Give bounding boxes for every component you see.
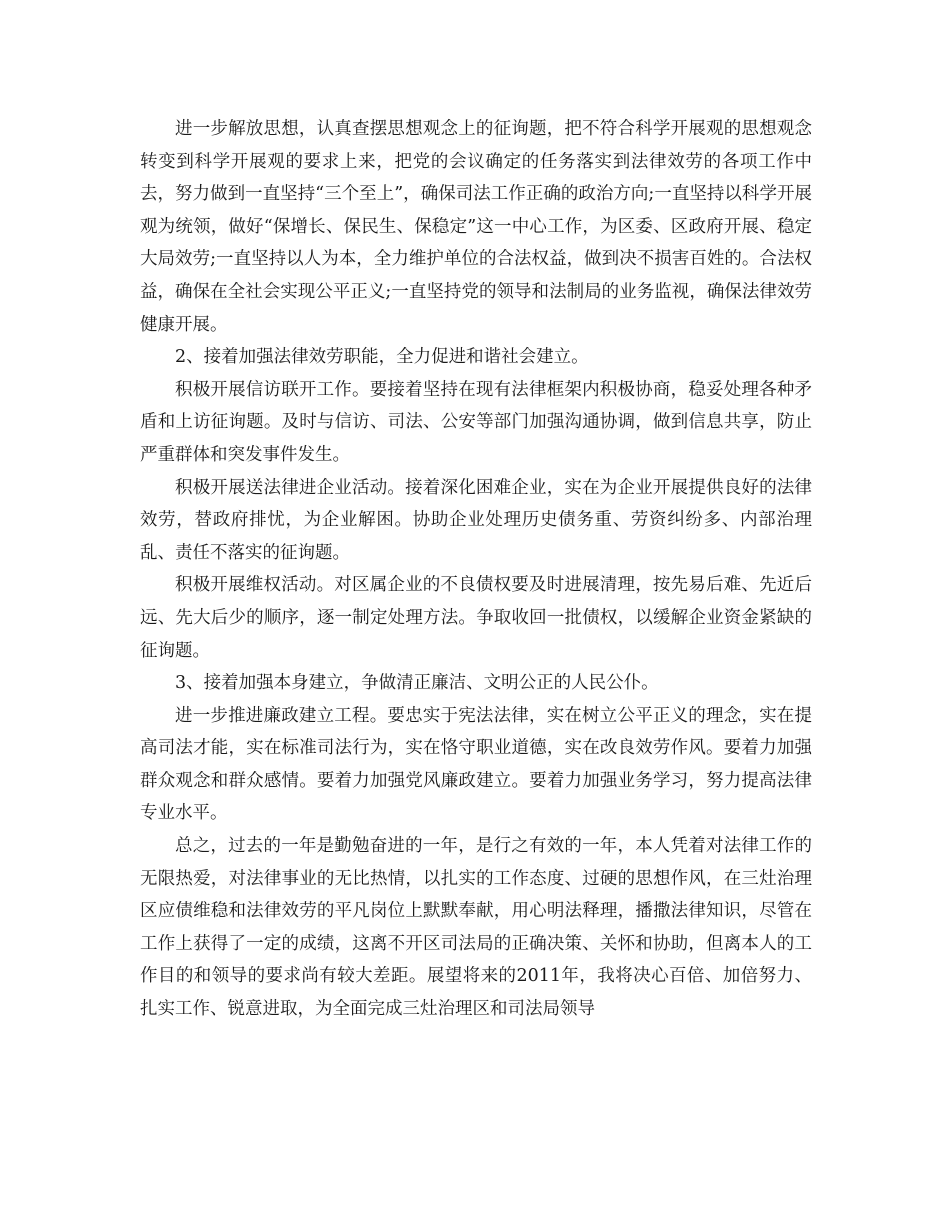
- paragraph-summary: 总之，过去的一年是勤勉奋进的一年，是行之有效的一年，本人凭着对法律工作的无限热爱，对法律事业的无比热情，以扎实的工作态度、过硬的思想作风，在三灶治理区应债维稳和法律效劳的平凡岗位上默默奉献，用心明法释理，播撒法律知识，尽管在工作上获得了一定的成绩，这离不开区司法局的正确决策、关怀和协助，但离本人的工作目的和领导的要求尚有较大差距。展望将来的2011年，我将决心百倍、加倍努力、扎实工作、锐意进取，为全面完成三灶治理区和司法局领导: [140, 836, 812, 1020]
- paragraph-petition-work: 积极开展信访联开工作。要接着坚持在现有法律框架内积极协商，稳妥处理各种矛盾和上访征询题。及时与信访、司法、公安等部门加强沟通协调，做到信息共享，防止严重群体和突发事件发生。: [140, 379, 812, 465]
- paragraph-heading-2: 2、接着加强法律效劳职能，全力促进和谐社会建立。: [175, 347, 589, 368]
- paragraph-law-to-enterprises: 积极开展送法律进企业活动。接着深化困难企业，实在为企业开展提供良好的法律效劳，替政府排忧，为企业解困。协助企业处理历史债务重、劳资纠纷多、内部治理乱、责任不落实的征询题。: [140, 477, 812, 563]
- paragraph-integrity-project: 进一步推进廉政建立工程。要忠实于宪法法律，实在树立公平正义的理念，实在提高司法才能，实在标准司法行为，实在恪守职业道德，实在改良效劳作风。要着力加强群众观念和群众感情。要着力加强党风廉政建立。要着力加强业务学习，努力提高法律专业水平。: [140, 705, 812, 824]
- document-body: [140, 113, 812, 1026]
- paragraph-rights-protection: 积极开展维权活动。对区属企业的不良债权要及时进展清理，按先易后难、先近后远、先大后少的顺序，逐一制定处理方法。争取收回一批债权，以缓解企业资金紧缺的征询题。: [140, 575, 812, 661]
- paragraph-ideological-emancipation: 进一步解放思想，认真查摆思想观念上的征询题，把不符合科学开展观的思想观念转变到科学开展观的要求上来，把党的会议确定的任务落实到法律效劳的各项工作中去，努力做到一直坚持“三个至上”，确保司法工作正确的政治方向;一直坚持以科学开展观为统领，做好“保增长、保民生、保稳定”这一中心工作，为区委、区政府开展、稳定大局效劳;一直坚持以人为本，全力维护单位的合法权益，做到决不损害百姓的。合法权益，确保在全社会实现公平正义;一直坚持党的领导和法制局的业务监视，确保法律效劳健康开展。: [140, 119, 812, 335]
- paragraph-heading-3: 3、接着加强本身建立，争做清正廉洁、文明公正的人民公仆。: [175, 673, 659, 694]
